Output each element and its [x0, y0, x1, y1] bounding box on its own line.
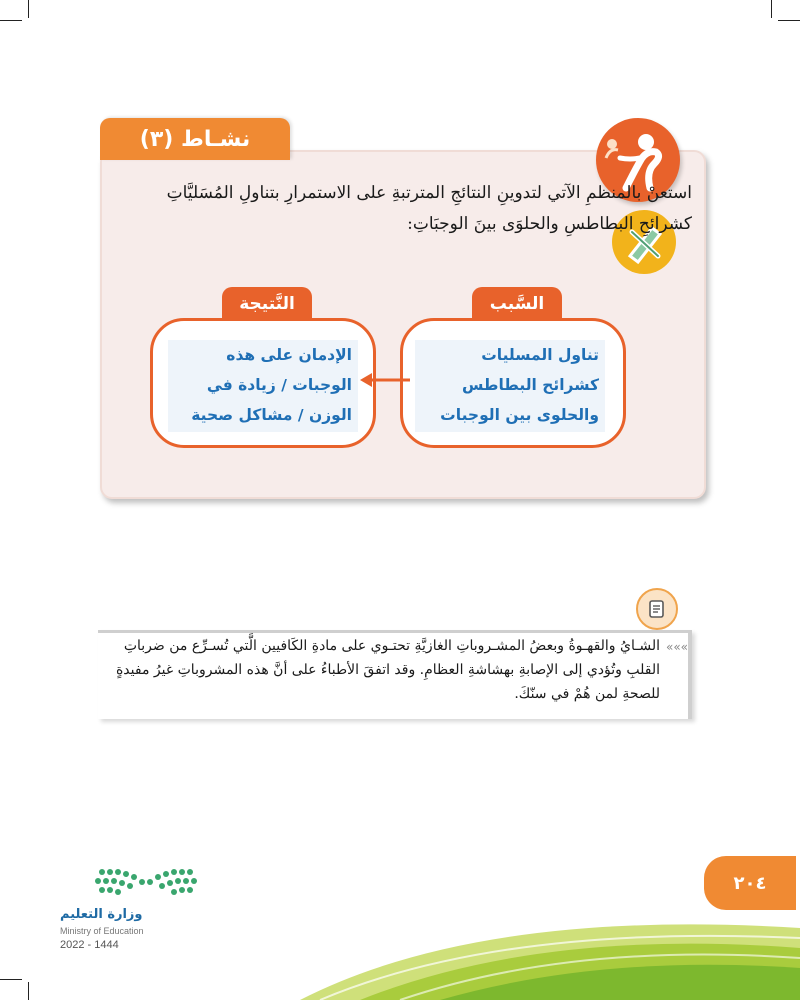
note-icon — [636, 588, 678, 630]
decorative-swoosh — [300, 918, 800, 1000]
crop-mark — [778, 20, 800, 21]
ministry-year: 2022 - 1444 — [60, 939, 119, 951]
crop-mark — [771, 0, 772, 18]
activity-tab — [100, 118, 290, 160]
page-number-tab — [704, 856, 796, 910]
crop-mark — [28, 0, 29, 18]
crop-mark — [28, 982, 29, 1000]
quote-mark-icon: ««« — [666, 640, 689, 654]
fact-text: الشـايُ والقهـوةُ وبعضُ المشـروباتِ الغازيَّةِ تحتـوي على مادةِ الكَافيين الَّتي تُسـرِّع من ضرباتِ القلبِ وتُؤدي إلى الإصابةِ بهشاشةِ العظامِ. وقد اتفقَ الأطباءُ على أنَّ هذه المشروباتِ غيرُ مفيدةٍ للصحةِ لمن هُمْ في سنّكَ. — [115, 638, 660, 702]
activity-title: نشـاط (٣) — [139, 126, 251, 152]
ministry-name-ar: وزارة التعليم — [60, 907, 143, 922]
cause-answer[interactable]: تناول المسليات كشرائح البطاطس والحلوى بين الوجبات — [415, 340, 605, 432]
effect-answer[interactable]: الإدمان على هذه الوجبات / زيادة في الوزن / مشاكل صحية — [168, 340, 358, 432]
ministry-name-en: Ministry of Education — [60, 926, 144, 936]
activity-instruction: استعنْ بالمنظمِ الآتي لتدوينِ النتائجِ المترتبةِ على الاستمرارِ بتناولِ المُسَليَّاتِ كشرائحِ البطاطسِ والحلوَى بينَ الوجبَاتِ: — [166, 183, 692, 234]
ministry-logo-icon — [80, 864, 210, 904]
cause-label: السَّبب — [472, 287, 562, 321]
crop-mark — [0, 979, 22, 980]
page-number: ٢٠٤ — [733, 872, 767, 894]
effect-label: النَّتيجة — [222, 287, 312, 321]
crop-mark — [0, 20, 22, 21]
flow-arrow-icon — [358, 370, 410, 390]
